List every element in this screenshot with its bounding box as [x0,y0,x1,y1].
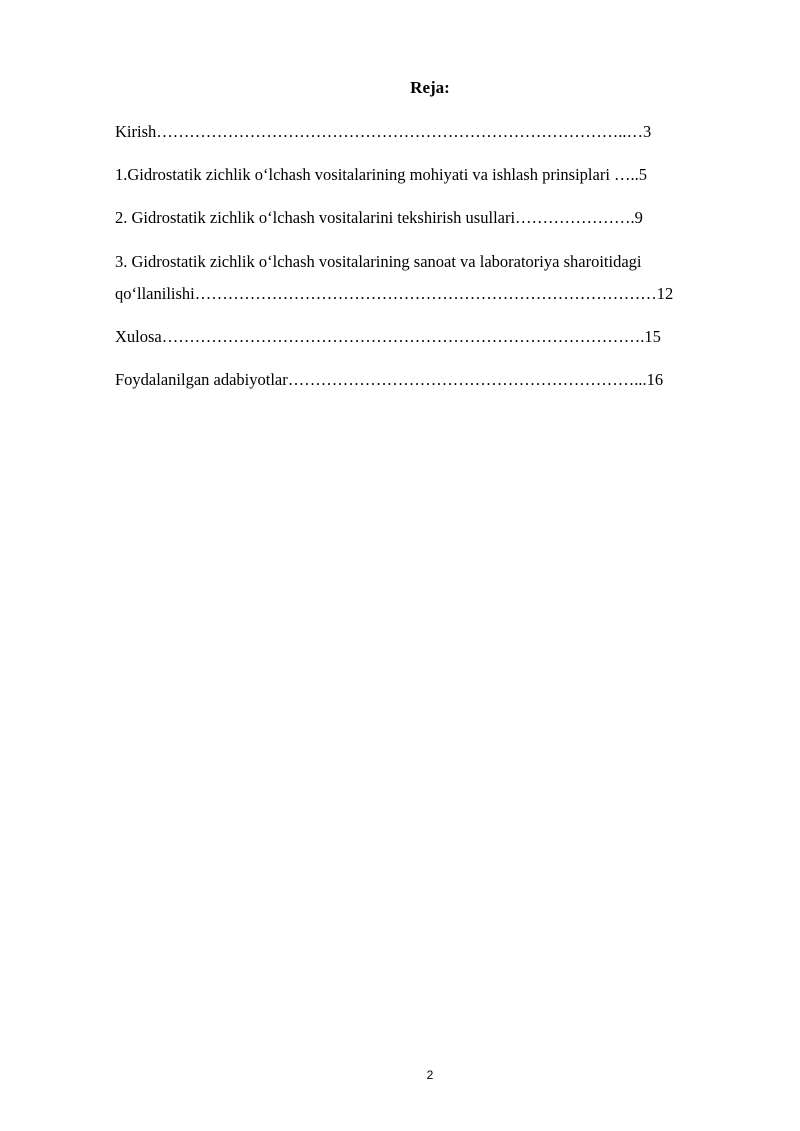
page-number: 2 [426,1068,434,1082]
toc-entry-3-line1: 3. Gidrostatik zichlik oʻlchash vositalarining sanoat va laboratoriya sharoitidagi [115,252,642,271]
toc-entry-1: 1.Gidrostatik zichlik oʻlchash vositalarining mohiyati va ishlash prinsiplari …..5 [115,165,648,184]
toc-entry-3-line2: qoʻllanilishi…………………………………………………………………………12 [115,284,674,303]
toc-entry-adabiyotlar: Foydalanilgan adabiyotlar………………………………………………………...16 [115,370,664,389]
toc-entry-xulosa: Xulosa…………………………………………………………………………….15 [115,327,661,346]
toc-entry-kirish: Kirish…………………………………………………………………………..…3 [115,122,652,141]
page-title: Reja: [410,78,450,97]
toc-entry-2: 2. Gidrostatik zichlik oʻlchash vositalarini tekshirish usullari………………….9 [115,208,643,227]
